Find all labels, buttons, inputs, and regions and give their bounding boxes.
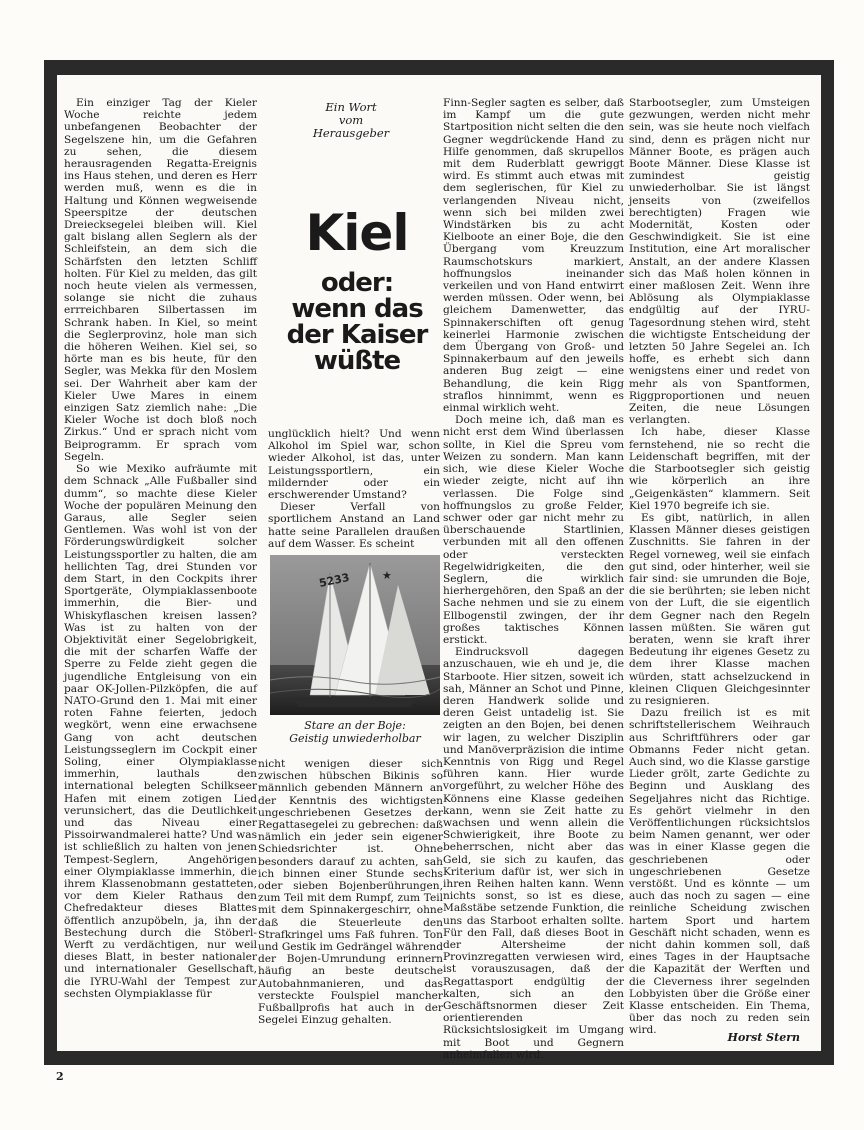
sail-star-mark: ★ bbox=[382, 569, 392, 582]
text-column-4 bbox=[629, 97, 810, 1037]
headline bbox=[272, 206, 442, 374]
sailboat-image bbox=[270, 555, 440, 715]
sailing-photo bbox=[270, 555, 440, 715]
sail-number: 5233 bbox=[317, 570, 351, 590]
paragraph: So wie Mexiko aufräumte mit dem Schnack „Alle Fußballer sind dumm“, so machte diese Kieler Woche der populären Meinung den Garaus, alle Segler seien Gentlemen. Was wohl ist von der Förderungswürdigkeit solcher Leistungssportler zu halten, die am hellichten Tag, drei Stunden vor dem Start, in den Cockpits ihrer Sportgeräte, Olympiaklassenboote immerhin, die Bier- und Whiskyflaschen kreisen lassen? Was ist zu halten von der Objektivität einer Segelobrigkeit, die mit der scharfen Waffe der Sperre zu Felde zieht gegen die jugendliche Entgleisung von ein paar OK-Jollen-Pilzköpfen, die auf NATO-Grund den 1. Mai mit einer roten Fahne feierten, jedoch wegkört, wenn eine erwachsene Gang von acht deutschen Leistungsseglern im Cockpit einer Soling, einer Olympiaklasse immerhin, lauthals den international belegten Schilkseer Hafen mit einem zotigen Lied verunsichert, das die Deutlichkeit und das Niveau einer Pissoirwandmalerei hatte? Und was ist schließlich zu halten von jenen Tempest-Seglern, Angehörigen einer Olympiaklasse immerhin, die ihrem Klassenobmann gestatteten, vor dem Kieler Rathaus den Chefredakteur dieses Blattes öffentlich anzupöbeln, ja, ihn der Bestechung durch die Stöberl-Werft zu verdächtigen, nur weil dieses Blatt, in bester nationaler und internationaler Gesellschaft, die IYRU-Wahl der Tempest zur sechsten Olympiaklasse für bbox=[64, 463, 258, 1000]
page-number: 2 bbox=[56, 1070, 64, 1083]
headline-main: Kiel bbox=[305, 204, 409, 262]
paragraph: Ich habe, dieser Klasse fernstehend, nie so recht die Leidenschaft begriffen, mit der die Starbootsegler sich geistig wie körperlich an ihre „Geigenkästen“ klammern. Seit Kiel 1970 begreife ich sie. bbox=[629, 426, 810, 512]
text-column-2-bottom bbox=[258, 758, 443, 1030]
paragraph: Es gibt, natürlich, in allen Klassen Männer dieses geistigen Zuschnitts. Sie fahren in der Regel vorneweg, weil sie einfach gut sind, oder hinterher, weil sie fair sind: sie umrunden die Boje, die sie berührten; sie leben nicht von der Luft, die sie eigentlich dem Gegner nach den Regeln lassen müßten. Sie wären gut beraten, wenn sie kraft ihrer Bedeutung ihr eigenes Gesetz zu dem ihrer Klasse machen würden, statt achselzuckend in kleinen Cliquen Gleichgesinnter zu resignieren. bbox=[629, 511, 810, 707]
paragraph: Finn-Segler sagten es selber, daß im Kampf um die gute Startposition nicht selten die den Gegner wegdrückende Hand zu Hilfe genommen, daß skrupellos mit dem Ruderblatt gewriggt wird. Es stimmt auch etwas mit dem seglerischen, für Kiel zu verlangenden Niveau nicht, wenn sich bei milden zwei Windstärken bis zu acht Kielboote an einer Boje, die den Übergang vom Kreuzzum Raumschotskurs markiert, hoffnungslos ineinander verkeilen und von Hand entwirrt werden müssen. Oder wenn, bei gleichem Damenwetter, das Spinnakerschiften oft genug keinerlei Harmonie zwischen dem Übergang von Groß- und Spinnakerbaum auf den jeweils anderen Bug zeigt — eine Behandlung, die kein Rigg straflos hinnimmt, wenn es einmal wirklich weht. bbox=[443, 97, 624, 415]
text-column-1 bbox=[64, 97, 257, 1033]
paragraph: unglücklich hielt? Und wenn Alkohol im Spiel war, schon wieder Alkohol, ist das, unter Leistungssportlern, ein mildernder oder ein erschwerender Umstand? bbox=[268, 428, 440, 502]
paragraph: Doch meine ich, daß man es nicht erst dem Wind überlassen sollte, in Kiel die Spreu vom Weizen zu sondern. Man kann sich, wie diese Kieler Woche wieder zeigte, nicht auf ihn verlassen. Die Folge sind hoffnungslos zu große Felder, schwer oder gar nicht mehr zu überschauende Startlinien, verbunden mit all den offenen oder versteckten Regelwidrigkeiten, die den Seglern, die wirklich hierhergehören, den Spaß an der Sache nehmen und sie zu einem Ellbogenstil zwingen, der ihr großes taktisches Können erstickt. bbox=[443, 414, 624, 646]
headline-sub: oder: wenn das der Kaiser wüßte bbox=[286, 268, 428, 376]
author-signature: Horst Stern bbox=[727, 1031, 800, 1044]
text-column-3 bbox=[443, 97, 624, 1061]
photo-caption: Stare an der Boje: Geistig unwiederholbar bbox=[289, 719, 421, 745]
paragraph: Starbootsegler, zum Umsteigen gezwungen, werden nicht mehr sein, was sie heute noch vielfach sind, denn es prägen nicht nur Männer Boote, es prägen auch Boote Männer. Diese Klasse ist zumindest geistig unwiederholbar. Sie ist längst jenseits von (zweifellos berechtigten) Fragen wie Modernität, Kosten oder Geschwindigkeit. Sie ist eine Institution, eine Art moralischer Anstalt, an der andere Klassen sich das Maß holen können in einer maßlosen Zeit. Wenn ihre Ablösung als Olympiaklasse endgültig auf der IYRU-Tagesordnung stehen wird, steht die wichtigste Entscheidung der letzten 50 Jahre Segelei an. Ich hoffe, es erhebt sich dann wenigstens einer und redet von mehr als von Spantformen, Riggproportionen und neuen Zeiten, die neue Lösungen verlangten. bbox=[629, 97, 810, 427]
paragraph: Dieser Verfall von sportlichem Anstand an Land hatte seine Parallelen draußen auf dem Wasser. Es scheint bbox=[268, 501, 440, 550]
paragraph: Eindrucksvoll dagegen anzuschauen, wie eh und je, die Starboote. Hier sitzen, soweit ich sah, Männer an Schot und Pinne, deren Handwerk solide und deren Geist untadelig ist. Sie zeigten an den Bojen, bei denen wir lagen, zu welcher Disziplin und Manöverpräzision die intime Kenntnis von Rigg und Regel führen kann. Hier wurde vorgeführt, zu welcher Höhe des Könnens eine Klasse gedeihen kann, wenn sie Zeit hatte zu wachsen und wenn allein die Schwierigkeit, ihre Boote zu beherrschen, nicht aber das Geld, sie sich zu kaufen, das Kriterium dafür ist, wer sich in ihren Reihen halten kann. Wenn nichts sonst, so ist es diese, Maßstäbe setzende Funktion, die uns das Starboot erhalten sollte. Für den Fall, daß dieses Boot in der Altersheime der Provinzregatten verwiesen wird, ist vorauszusagen, daß der Regattasport endgültig der kalten, sich an den Geschäftsnormen dieser Zeit orientierenden Rücksichtslosigkeit im Umgang mit Boot und Gegnern anheimfallen wird. bbox=[443, 646, 624, 1061]
paragraph: nicht wenigen dieser sich zwischen hübschen Bikinis so männlich gebenden Männern an der Kenntnis des wichtigsten ungeschriebenen Gesetzes der Regattasegelei zu gebrechen: daß nämlich ein jeder sein eigener Schiedsrichter ist. Ohne besonders darauf zu achten, sah ich binnen einer Stunde sechs oder sieben Bojenberührungen, zum Teil mit dem Rumpf, zum Teil mit dem Spinnakergeschirr, ohne daß die Steuerleute den Strafkringel ums Faß fuhren. Ton und Gestik im Gedrängel während der Bojen-Umrundung erinnern häufig an beste deutsche Autobahnmanieren, und das versteckte Foulspiel mancher Fußballprofis hat auch in der Segelei Einzug gehalten. bbox=[258, 758, 443, 1027]
text-column-2-top bbox=[268, 428, 440, 550]
paragraph: Ein einziger Tag der Kieler Woche reichte jedem unbefangenen Beobachter der Segelszene hin, um die Gefahren zu sehen, die diesem herausragenden Regatta-Ereignis ins Haus stehen, und deren es Herr werden muß, wenn es die in Haltung und Können wegweisende Speerspitze der deutschen Dreiecksegelei bleiben will. Kiel galt bislang allen Seglern als der Schleifstein, an dem sich die Schärfsten den letzten Schliff holten. Für Kiel zu melden, das gilt noch heute vielen als vermessen, solange sie nicht die zuhaus errreichbaren Silbertassen im Schrank haben. In Kiel, so meint die Seglerprovinz, hole man sich die höheren Weihen. Kiel sei, so hörte man es bis heute, für den Segler, was Mekka für den Moslem sei. Der Wahrheit aber kam der Kieler Uwe Mares in einem einzigen Satz ziemlich nahe: „Die Kieler Woche ist doch bloß noch Zirkus.“ Und er sprach nicht vom Beiprogramm. Er sprach vom Segeln. bbox=[64, 97, 257, 463]
paragraph: Dazu freilich ist es mit schriftstellerischem Weihrauch aus Schriftführers oder gar Obmanns Feder nicht getan. Auch sind, wo die Klasse garstige Lieder grölt, zarte Gedichte zu Beginn und Ausklang des Segeljahres nicht das Richtige. Es gehört vielmehr in den Veröffentlichungen rücksichtslos beim Namen genannt, wer oder was in einer Klasse gegen die geschriebenen oder ungeschriebenen Gesetze verstößt. Und es könnte — um auch das noch zu sagen — eine reinliche Scheidung zwischen hartem Sport und hartem Geschäft nicht schaden, wenn es nicht dahin kommen soll, daß eines Tages in der Hauptsache die Kapazität der Werften und die Cleverness ihrer segelnden Lobbyisten über die Größe einer Klasse entscheiden. Ein Thema, über das noch zu reden sein wird. bbox=[629, 707, 810, 1037]
editorial-label: Ein Wort vom Herausgeber bbox=[312, 100, 390, 140]
